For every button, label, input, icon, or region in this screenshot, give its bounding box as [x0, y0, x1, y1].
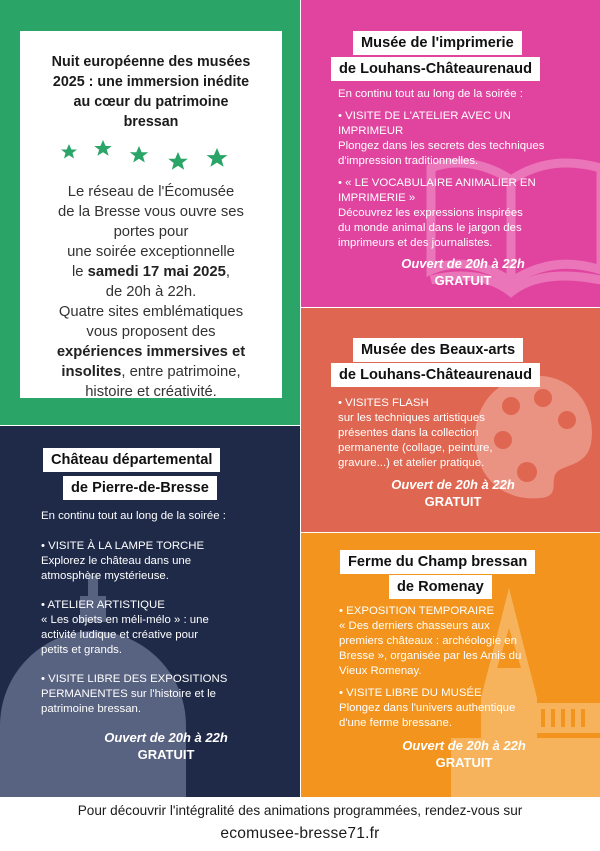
- activity-description: sur les techniques artistiques: [338, 412, 485, 424]
- imprimerie-name-line2: de Louhans-Châteaurenaud: [331, 57, 540, 81]
- activity-description: d'une ferme bressane.: [339, 717, 452, 729]
- activity-description: « Les objets en méli-mélo » : une: [41, 614, 209, 626]
- intro-title-line: 2025 : une immersion inédite: [52, 74, 250, 90]
- intro-body-line: expériences immersives et: [56, 344, 246, 360]
- activity-description: imprimeurs et des journalistes.: [338, 237, 493, 249]
- imprimerie-name-line1: Musée de l'imprimerie: [353, 31, 522, 55]
- star-icon: [94, 140, 112, 156]
- activity-description: Plongez dans l'univers authentique: [339, 702, 516, 714]
- chateau-name-line2: de Pierre-de-Bresse: [63, 476, 217, 500]
- opening-hours: Ouvert de 20h à 22h: [402, 738, 526, 753]
- activity-description: présentes dans la collection: [338, 427, 479, 439]
- activity-description: Plongez dans les secrets des techniques: [338, 140, 545, 152]
- activity-description: activité ludique et créative pour: [41, 629, 199, 641]
- chateau-panel: [0, 426, 300, 797]
- beauxarts-name-line2: de Louhans-Châteaurenaud: [331, 363, 540, 387]
- intro-title-line: bressan: [123, 114, 179, 130]
- activity-title: • VISITES FLASH: [338, 397, 429, 409]
- activity-title: • « LE VOCABULAIRE ANIMALIER EN: [338, 177, 536, 189]
- activity-title: • VISITE DE L'ATELIER AVEC UN: [338, 110, 511, 122]
- price-label: GRATUIT: [137, 747, 195, 762]
- ferme-name-line2: de Romenay: [389, 575, 492, 599]
- beauxarts-content: [338, 396, 568, 510]
- intro-body-line: portes pour: [113, 224, 189, 240]
- price-label: GRATUIT: [434, 273, 492, 288]
- activity-title: PERMANENTES sur l'histoire et le: [41, 688, 216, 700]
- activity-description: petits et grands.: [41, 644, 123, 656]
- intro-body-line: insolites, entre patrimoine,: [61, 364, 241, 380]
- activity-description: du monde animal dans le jargon des: [338, 222, 522, 234]
- ferme-panel: [301, 533, 600, 797]
- beauxarts-name-line1: Musée des Beaux-arts: [353, 338, 523, 362]
- opening-hours: Ouvert de 20h à 22h: [104, 730, 228, 745]
- imprimerie-content: [338, 87, 588, 289]
- activity-description: Bresse », organisée par les Amis du: [339, 650, 522, 662]
- intro-body-line: vous proposent des: [86, 324, 216, 340]
- chateau-content: [41, 509, 291, 763]
- activity-description: patrimoine bressan.: [41, 703, 142, 715]
- event-date: samedi 17 mai 2025: [87, 264, 226, 280]
- activity-description: Vieux Romenay.: [339, 665, 422, 677]
- star-icon: [61, 144, 77, 159]
- activity-title: IMPRIMERIE »: [338, 192, 416, 204]
- intro-body-line: histoire et créativité.: [85, 384, 217, 400]
- star-icon: [168, 152, 188, 170]
- ferme-content: [339, 604, 589, 771]
- intro-panel: [0, 0, 300, 425]
- activity-description: d'impression traditionnelles.: [338, 155, 479, 167]
- footer: [0, 802, 600, 845]
- activity-description: premiers châteaux : archéologie en: [339, 635, 517, 647]
- activity-title: • VISITE LIBRE DU MUSÉE: [339, 687, 482, 699]
- star-icon: [207, 148, 228, 167]
- activity-description: permanente (collage, peinture,: [338, 442, 493, 454]
- intro-body-line: une soirée exceptionnelle: [67, 244, 235, 260]
- opening-hours: Ouvert de 20h à 22h: [391, 477, 515, 492]
- activity-title: • VISITE À LA LAMPE TORCHE: [41, 540, 205, 552]
- lead-text: En continu tout au long de la soirée :: [41, 510, 226, 522]
- activity-description: Explorez le château dans une: [41, 555, 192, 567]
- activity-title: • ATELIER ARTISTIQUE: [41, 599, 165, 611]
- intro-card: [20, 31, 282, 398]
- beauxarts-panel: [301, 308, 600, 532]
- intro-title-line: au cœur du patrimoine: [73, 94, 229, 110]
- intro-body: [20, 182, 282, 402]
- activity-title: IMPRIMEUR: [338, 125, 404, 137]
- imprimerie-panel: [301, 0, 600, 307]
- activity-title: • EXPOSITION TEMPORAIRE: [339, 605, 495, 617]
- activity-title: • VISITE LIBRE DES EXPOSITIONS: [41, 673, 228, 685]
- activity-description: atmosphère mystérieuse.: [41, 570, 169, 582]
- chateau-name-line1: Château départemental: [43, 448, 220, 472]
- activity-description: « Des derniers chasseurs aux: [339, 620, 490, 632]
- intro-title-line: Nuit européenne des musées: [51, 54, 251, 70]
- intro-body-line: de la Bresse vous ouvre ses: [58, 204, 244, 220]
- stars-decoration: [51, 134, 251, 176]
- activity-description: Découvrez les expressions inspirées: [338, 207, 523, 219]
- activity-description: gravure...) et atelier pratique.: [338, 457, 485, 469]
- price-label: GRATUIT: [424, 494, 482, 509]
- opening-hours: Ouvert de 20h à 22h: [401, 256, 525, 271]
- intro-body-line: de 20h à 22h.: [105, 284, 197, 300]
- footer-text: Pour découvrir l'intégralité des animations programmées, rendez-vous sur: [77, 803, 523, 818]
- star-icon: [130, 146, 148, 163]
- lead-text: En continu tout au long de la soirée :: [338, 88, 523, 100]
- intro-title: [20, 52, 282, 132]
- intro-body-line: le samedi 17 mai 2025,: [72, 264, 230, 280]
- ferme-name-line1: Ferme du Champ bressan: [340, 550, 535, 574]
- intro-body-line: Le réseau de l'Écomusée: [67, 184, 235, 200]
- price-label: GRATUIT: [435, 755, 493, 770]
- website-link[interactable]: ecomusee-bresse71.fr: [220, 825, 380, 842]
- intro-body-line: Quatre sites emblématiques: [58, 304, 244, 320]
